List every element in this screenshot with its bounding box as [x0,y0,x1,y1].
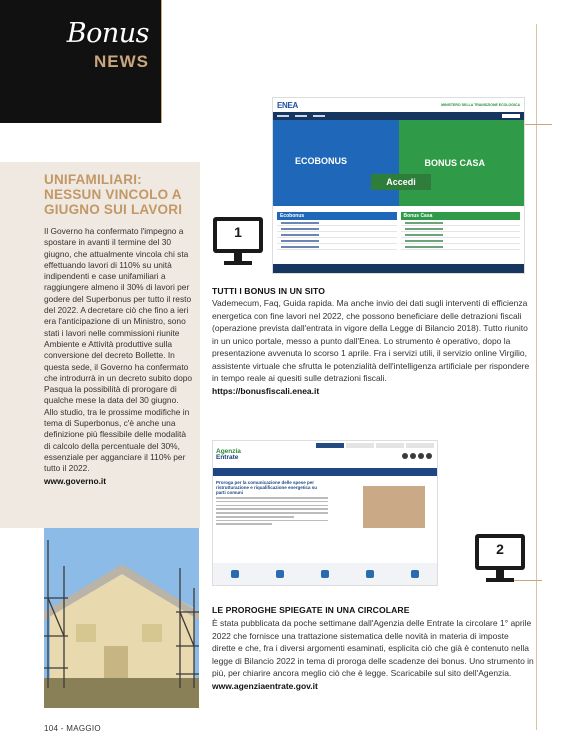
ecobonus-label: ECOBONUS [295,156,348,166]
agenzia-headline: Proroga per la comunicazione delle spese per ristrutturazione e riqualificazione energetica su parti comuni [216,480,318,495]
section-header [0,0,161,123]
portal-nav [273,112,524,120]
article-text [212,297,534,397]
agenzia-nav [213,468,437,476]
portal-hero [273,120,524,206]
portal-lists [273,206,524,250]
article-title: LE PROROGHE SPIEGATE IN UNA CIRCOLARE [212,605,410,615]
article-link[interactable]: https://bonusfiscali.enea.it [212,385,320,396]
bonus-casa-list-header: Bonus Casa [401,212,521,220]
enea-logo: ENEA [277,100,299,110]
agenzia-service-bar [213,563,437,585]
agenzia-news [216,480,328,527]
sidebar-body: Il Governo ha confermato l'impegno a spostare in avanti il termine del 30 giugno, che attualmente vincola chi sta effettuando lavori di 110% su unità indipendenti e case unifamiliari a raggiungere almeno il 30% di lavori per godere del Superbonus per tutto il resto del 2022. A decretare ciò che fino a ieri era l'anticipazione di un Ministro, sono stati i lavori nelle commissioni riunite Ambiente e Attività produttive sulla conversione del decreto Bollette. In questa sede, il Governo ha confermato che introdurrà in un decreto subito dopo Pasqua la possibilità di prorogare di qualche mese la data del 30 giugno. Allo studio, tra le prossime modifiche in tema di Superbonus, c'è anche una definizione più flessibile delle modalità di calcolo della percentuale del 30%, essenziale per agganciare il 110% per tutto il 2022. [44,226,193,474]
enea-portal-screenshot [272,97,525,274]
portal-header [273,98,524,112]
ecobonus-banner [273,120,399,206]
monitor-icon [474,533,526,585]
corner-guide [161,0,162,123]
monitor-icon [212,216,264,268]
sidebar-title: UNIFAMILIARI: NESSUN VINCOLO A GIUGNO SUI LAVORI [44,172,183,217]
house-photo [44,528,199,708]
agenzia-logo [216,449,241,461]
agenzia-photo [363,486,425,528]
ecobonus-list-header: Ecobonus [277,212,397,220]
section-subtitle: NEWS [94,52,149,71]
corner-guide [536,24,537,730]
article-title: TUTTI I BONUS IN UN SITO [212,286,326,296]
article-text [212,617,534,692]
section-title: Bonus [66,18,149,49]
agenzia-logo-top: Agenzia [216,448,241,455]
portal-footer [273,264,524,273]
bonus-casa-banner [399,120,525,206]
article-link[interactable]: www.agenziaentrate.gov.it [212,680,318,691]
agenzia-logo-bottom: Entrate [216,454,239,461]
accedi-button: Accedi [371,174,431,190]
sidebar-text [44,226,194,487]
article-body: Vademecum, Faq, Guida rapida. Ma anche invio dei dati sugli interventi di efficienza energetica con fine lavori nel 2022, che possono beneficiare delle detrazioni fiscali (operazione prevista dall'entrata in vigore della Legge di Bilancio 2018). Tutto riunito in un unico portale, messo a punto dall'Enea. Lo strumento è operativo, dopo la presentazione avvenuta lo scorso 1 aprile. Fra i servizi utili, il servizio online Virgilio, assistente virtuale che sfrutta le potenzialità dell'intelligenza artificiale per rispondere in tempo reale ai quesiti sulle detrazioni fiscali. [212,298,530,383]
agenzia-entrate-screenshot [212,440,438,586]
article-number: 1 [234,224,242,240]
social-icons [402,453,432,459]
article-number: 2 [496,541,504,557]
article-body: È stata pubblicata da poche settimane dall'Agenzia delle Entrate la circolare 1° aprile 2022 che fornisce una trattazione sistematica delle novità in materia di imposte dirette e che, fra i diversi argomenti esaminati, esplicita ciò che già è contenuto nella legge di Bilancio 2022 in tema di proroga delle scadenze dei bonus. Uno strumento in più, per chiarire ancora meglio ciò che è legge. Scaricabile sul sito dell'Agenzia. [212,618,534,678]
page-number: 104 - MAGGIO [44,724,101,733]
ministry-logo: MINISTERO DELLA TRANSIZIONE ECOLOGICA [441,103,520,107]
bonus-casa-label: BONUS CASA [424,158,486,168]
sidebar-link[interactable]: www.governo.it [44,475,107,486]
